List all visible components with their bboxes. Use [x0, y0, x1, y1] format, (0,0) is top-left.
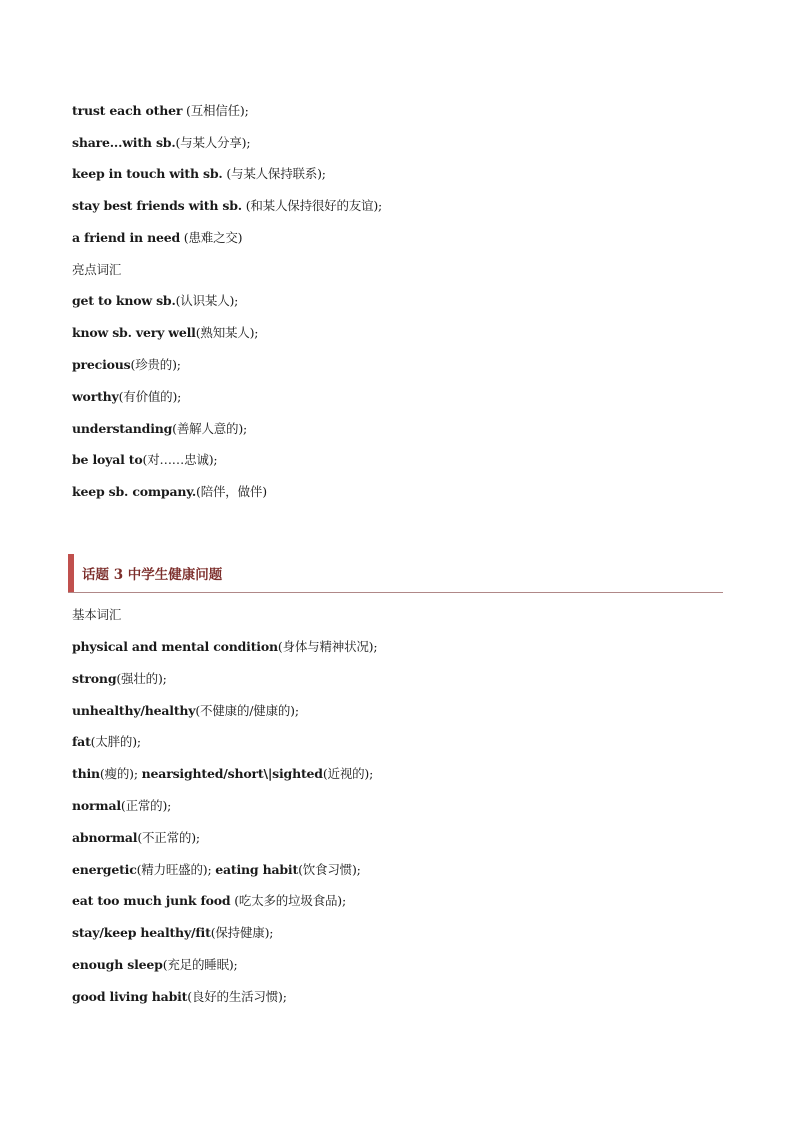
vocab-entry	[72, 389, 181, 405]
vocab-chinese: (强壮的);	[116, 671, 167, 686]
vocab-english: abnormal	[72, 830, 138, 845]
vocab-entry	[72, 198, 382, 214]
vocab-english: stay/keep healthy/fit	[72, 925, 211, 940]
vocab-chinese: (保持健康);	[210, 925, 274, 940]
vocab-english: be loyal to	[72, 452, 143, 467]
vocab-english: strong	[72, 671, 117, 686]
vocab-chinese: (精力旺盛的);	[136, 862, 216, 877]
vocab-english: a friend in need	[72, 230, 181, 245]
category-heading-highlight: 亮点词汇	[72, 262, 122, 277]
vocab-chinese: (珍贵的);	[130, 357, 181, 372]
vocab-english: keep sb. company.	[72, 484, 197, 499]
vocab-chinese: (饮食习惯);	[298, 862, 361, 877]
vocab-english: eating habit	[215, 862, 299, 877]
vocab-chinese: (瘦的);	[99, 766, 142, 781]
vocab-entry	[72, 925, 273, 941]
vocab-english: get to know sb.	[72, 293, 176, 308]
vocab-chinese: (有价值的);	[118, 389, 182, 404]
vocab-english: keep in touch with sb.	[72, 166, 223, 181]
vocab-english: precious	[72, 357, 131, 372]
vocab-chinese: (正常的);	[120, 798, 172, 813]
vocab-chinese: (陪伴，做伴)	[196, 484, 267, 499]
vocab-english: physical and mental condition	[72, 639, 278, 654]
vocab-english: normal	[72, 798, 121, 813]
vocab-chinese: (充足的睡眠);	[162, 957, 238, 972]
vocab-entry	[72, 703, 299, 719]
vocab-chinese: (太胖的);	[90, 734, 141, 749]
vocab-entry	[72, 957, 238, 973]
vocab-entry	[72, 989, 287, 1005]
vocab-english: nearsighted/short\|sighted	[141, 766, 323, 781]
vocab-chinese: (善解人意的);	[172, 421, 248, 436]
vocab-entry	[72, 357, 181, 373]
section-title: 话题 3 中学生健康问题	[82, 567, 223, 583]
vocab-chinese: (互相信任);	[182, 103, 249, 118]
vocab-chinese: (和某人保持很好的友谊);	[241, 198, 383, 213]
vocab-chinese: (认识某人);	[175, 293, 239, 308]
section-heading	[68, 554, 723, 593]
vocab-english: energetic	[72, 862, 137, 877]
vocab-chinese: (不健康的/健康的);	[195, 703, 299, 718]
vocab-entry	[72, 166, 326, 182]
vocab-chinese: (与某人分享);	[175, 135, 251, 150]
vocab-english: understanding	[72, 421, 173, 436]
vocab-english: worthy	[72, 389, 119, 404]
vocab-entry	[72, 135, 250, 151]
vocab-chinese: (不正常的);	[137, 830, 200, 845]
vocab-english: eat too much junk food	[72, 893, 231, 908]
vocab-chinese: (良好的生活习惯);	[187, 989, 287, 1004]
vocab-english: stay best friends with sb.	[72, 198, 242, 213]
vocab-english: know sb. very well	[72, 325, 196, 340]
vocab-entry	[72, 830, 200, 846]
vocab-entry	[72, 325, 258, 341]
vocab-english: trust each other	[72, 103, 183, 118]
vocab-entry	[72, 766, 373, 782]
vocab-chinese: (熟知某人);	[195, 325, 259, 340]
vocab-entry	[72, 734, 141, 750]
vocab-entry	[72, 671, 167, 687]
vocab-english: unhealthy/healthy	[72, 703, 196, 718]
vocab-chinese: (对……忠诚);	[142, 452, 218, 467]
vocab-chinese: (吃太多的垃圾食品);	[230, 893, 346, 908]
vocab-entry	[72, 893, 346, 909]
vocab-entry	[72, 230, 242, 246]
vocab-chinese: (身体与精神状况);	[277, 639, 378, 654]
vocab-entry	[72, 293, 238, 309]
vocab-entry	[72, 421, 247, 437]
vocab-chinese: (与某人保持联系);	[222, 166, 326, 181]
vocab-entry	[72, 103, 249, 119]
vocab-english: enough sleep	[72, 957, 163, 972]
category-heading-basic: 基本词汇	[72, 607, 122, 622]
vocab-english: share...with sb.	[72, 135, 176, 150]
vocab-entry	[72, 798, 171, 814]
vocab-english: good living habit	[72, 989, 188, 1004]
vocab-english: fat	[72, 734, 91, 749]
vocab-entry	[72, 484, 267, 500]
vocab-entry	[72, 862, 361, 878]
vocab-entry	[72, 639, 377, 655]
vocab-english: thin	[72, 766, 100, 781]
vocab-chinese: (近视的);	[322, 766, 374, 781]
section-accent-bar	[68, 554, 74, 592]
vocab-entry	[72, 452, 217, 468]
vocab-chinese: (患难之交)	[180, 230, 243, 245]
